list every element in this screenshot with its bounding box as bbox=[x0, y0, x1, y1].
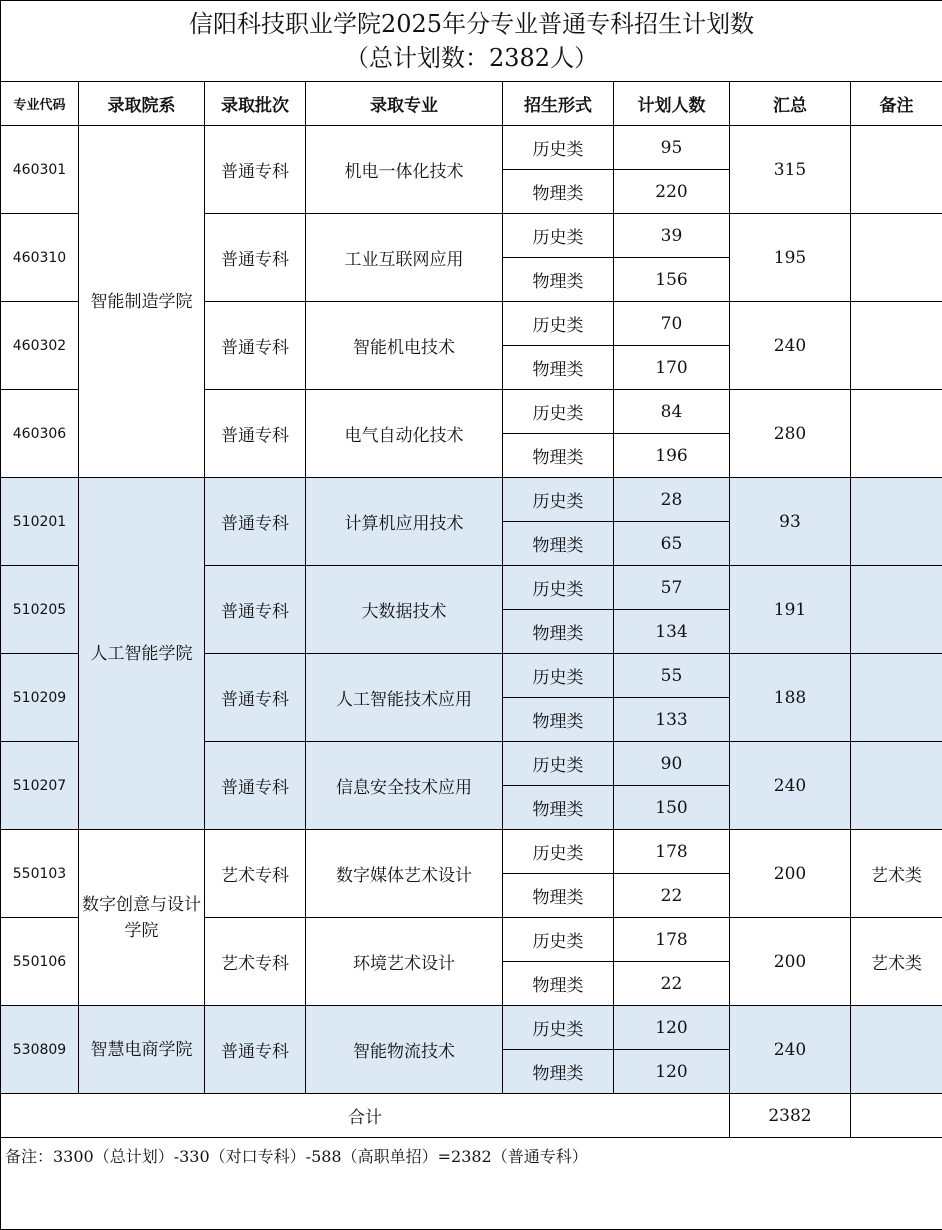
plan-cell: 170 bbox=[614, 346, 730, 390]
form-cell: 物理类 bbox=[503, 610, 614, 654]
major-code: 530809 bbox=[1, 1006, 79, 1094]
form-cell: 物理类 bbox=[503, 346, 614, 390]
plan-cell: 55 bbox=[614, 654, 730, 698]
note-cell bbox=[851, 654, 942, 742]
note-cell bbox=[851, 742, 942, 830]
summary-label: 合计 bbox=[1, 1094, 730, 1138]
total-cell: 240 bbox=[730, 1006, 851, 1094]
plan-cell: 150 bbox=[614, 786, 730, 830]
summary-total: 2382 bbox=[730, 1094, 851, 1138]
major-cell: 数字媒体艺术设计 bbox=[306, 830, 503, 918]
plan-cell: 120 bbox=[614, 1050, 730, 1094]
total-cell: 191 bbox=[730, 566, 851, 654]
header-college: 录取院系 bbox=[79, 82, 205, 126]
major-code: 510205 bbox=[1, 566, 79, 654]
batch-cell: 艺术专科 bbox=[205, 830, 306, 918]
form-cell: 历史类 bbox=[503, 390, 614, 434]
major-cell: 环境艺术设计 bbox=[306, 918, 503, 1006]
batch-cell: 普通专科 bbox=[205, 742, 306, 830]
note-cell bbox=[851, 126, 942, 214]
plan-cell: 133 bbox=[614, 698, 730, 742]
total-cell: 188 bbox=[730, 654, 851, 742]
plan-cell: 84 bbox=[614, 390, 730, 434]
form-cell: 历史类 bbox=[503, 918, 614, 962]
form-cell: 物理类 bbox=[503, 698, 614, 742]
batch-cell: 普通专科 bbox=[205, 126, 306, 214]
header-code: 专业代码 bbox=[1, 82, 79, 126]
plan-cell: 95 bbox=[614, 126, 730, 170]
table-row bbox=[1, 126, 942, 170]
form-cell: 历史类 bbox=[503, 126, 614, 170]
summary-note bbox=[851, 1094, 942, 1138]
plan-cell: 220 bbox=[614, 170, 730, 214]
note-cell: 艺术类 bbox=[851, 830, 942, 918]
major-cell: 智能物流技术 bbox=[306, 1006, 503, 1094]
major-cell: 工业互联网应用 bbox=[306, 214, 503, 302]
header-batch: 录取批次 bbox=[205, 82, 306, 126]
total-cell: 315 bbox=[730, 126, 851, 214]
plan-cell: 178 bbox=[614, 918, 730, 962]
note-cell bbox=[851, 302, 942, 390]
note-cell bbox=[851, 1006, 942, 1094]
major-code: 550103 bbox=[1, 830, 79, 918]
total-cell: 200 bbox=[730, 830, 851, 918]
major-cell: 智能机电技术 bbox=[306, 302, 503, 390]
batch-cell: 普通专科 bbox=[205, 390, 306, 478]
major-code: 460310 bbox=[1, 214, 79, 302]
batch-cell: 艺术专科 bbox=[205, 918, 306, 1006]
table-title bbox=[1, 1, 942, 82]
batch-cell: 普通专科 bbox=[205, 478, 306, 566]
footnote: 备注：3300（总计划）-330（对口专科）-588（高职单招）=2382（普通专科） bbox=[1, 1138, 942, 1230]
total-cell: 200 bbox=[730, 918, 851, 1006]
form-cell: 物理类 bbox=[503, 874, 614, 918]
batch-cell: 普通专科 bbox=[205, 1006, 306, 1094]
form-cell: 历史类 bbox=[503, 302, 614, 346]
title-line-1: 信阳科技职业学院2025年分专业普通专科招生计划数 bbox=[1, 7, 942, 41]
plan-cell: 65 bbox=[614, 522, 730, 566]
batch-cell: 普通专科 bbox=[205, 302, 306, 390]
form-cell: 历史类 bbox=[503, 566, 614, 610]
form-cell: 物理类 bbox=[503, 434, 614, 478]
college-cell: 人工智能学院 bbox=[79, 478, 205, 830]
header-major: 录取专业 bbox=[306, 82, 503, 126]
total-cell: 240 bbox=[730, 742, 851, 830]
table-row bbox=[1, 478, 942, 522]
total-cell: 195 bbox=[730, 214, 851, 302]
major-code: 510201 bbox=[1, 478, 79, 566]
plan-cell: 22 bbox=[614, 962, 730, 1006]
form-cell: 物理类 bbox=[503, 258, 614, 302]
form-cell: 物理类 bbox=[503, 962, 614, 1006]
major-cell: 信息安全技术应用 bbox=[306, 742, 503, 830]
college-cell: 数字创意与设计学院 bbox=[79, 830, 205, 1006]
major-cell: 人工智能技术应用 bbox=[306, 654, 503, 742]
form-cell: 物理类 bbox=[503, 170, 614, 214]
total-cell: 280 bbox=[730, 390, 851, 478]
major-cell: 计算机应用技术 bbox=[306, 478, 503, 566]
plan-cell: 196 bbox=[614, 434, 730, 478]
major-code: 550106 bbox=[1, 918, 79, 1006]
major-code: 510207 bbox=[1, 742, 79, 830]
major-code: 460302 bbox=[1, 302, 79, 390]
college-cell: 智慧电商学院 bbox=[79, 1006, 205, 1094]
batch-cell: 普通专科 bbox=[205, 654, 306, 742]
batch-cell: 普通专科 bbox=[205, 566, 306, 654]
plan-cell: 156 bbox=[614, 258, 730, 302]
major-cell: 机电一体化技术 bbox=[306, 126, 503, 214]
plan-cell: 90 bbox=[614, 742, 730, 786]
plan-cell: 28 bbox=[614, 478, 730, 522]
plan-cell: 134 bbox=[614, 610, 730, 654]
total-cell: 93 bbox=[730, 478, 851, 566]
plan-cell: 57 bbox=[614, 566, 730, 610]
major-code: 460301 bbox=[1, 126, 79, 214]
plan-cell: 178 bbox=[614, 830, 730, 874]
form-cell: 历史类 bbox=[503, 830, 614, 874]
batch-cell: 普通专科 bbox=[205, 214, 306, 302]
form-cell: 历史类 bbox=[503, 1006, 614, 1050]
note-cell bbox=[851, 214, 942, 302]
header-form: 招生形式 bbox=[503, 82, 614, 126]
form-cell: 历史类 bbox=[503, 742, 614, 786]
header-total: 汇总 bbox=[730, 82, 851, 126]
header-plan: 计划人数 bbox=[614, 82, 730, 126]
total-cell: 240 bbox=[730, 302, 851, 390]
table-row bbox=[1, 1006, 942, 1050]
header-row bbox=[1, 82, 942, 126]
form-cell: 历史类 bbox=[503, 654, 614, 698]
major-cell: 大数据技术 bbox=[306, 566, 503, 654]
major-code: 460306 bbox=[1, 390, 79, 478]
summary-row bbox=[1, 1094, 942, 1138]
title-line-2: （总计划数：2382人） bbox=[1, 41, 942, 75]
form-cell: 物理类 bbox=[503, 786, 614, 830]
form-cell: 物理类 bbox=[503, 522, 614, 566]
note-cell bbox=[851, 566, 942, 654]
plan-cell: 120 bbox=[614, 1006, 730, 1050]
form-cell: 物理类 bbox=[503, 1050, 614, 1094]
plan-cell: 39 bbox=[614, 214, 730, 258]
note-cell: 艺术类 bbox=[851, 918, 942, 1006]
note-cell bbox=[851, 478, 942, 566]
plan-cell: 22 bbox=[614, 874, 730, 918]
major-code: 510209 bbox=[1, 654, 79, 742]
header-note: 备注 bbox=[851, 82, 942, 126]
form-cell: 历史类 bbox=[503, 478, 614, 522]
table-row bbox=[1, 830, 942, 874]
note-cell bbox=[851, 390, 942, 478]
form-cell: 历史类 bbox=[503, 214, 614, 258]
plan-cell: 70 bbox=[614, 302, 730, 346]
college-cell: 智能制造学院 bbox=[79, 126, 205, 478]
major-cell: 电气自动化技术 bbox=[306, 390, 503, 478]
